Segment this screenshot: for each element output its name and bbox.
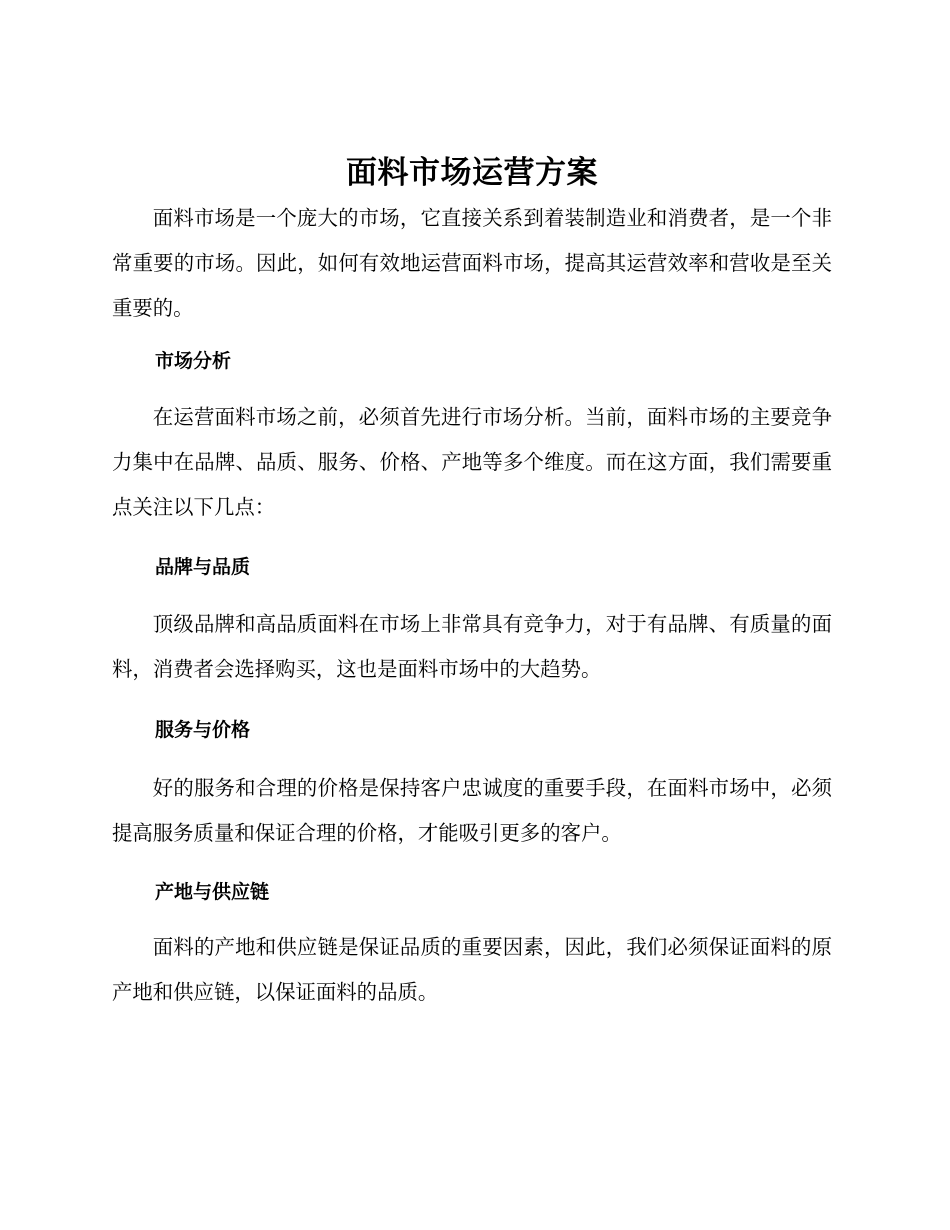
section-heading-market-analysis: 市场分析	[155, 350, 232, 372]
document-title: 面料市场运营方案	[346, 155, 598, 191]
intro-paragraph: 面料市场是一个庞大的市场，它直接关系到着装制造业和消费者，是一个非常重要的市场。因此，如何有效地运营面料市场，提高其运营效率和营收是至关重要的。	[112, 206, 832, 320]
section-heading-service-price: 服务与价格	[155, 719, 251, 741]
section-heading-origin-supply-chain: 产地与供应链	[155, 881, 270, 903]
section-body-brand-quality: 顶级品牌和高品质面料在市场上非常具有竞争力，对于有品牌、有质量的面料，消费者会选择购买，这也是面料市场中的大趋势。	[112, 612, 832, 681]
section-body-service-price: 好的服务和合理的价格是保持客户忠诚度的重要手段，在面料市场中，必须提高服务质量和保证合理的价格，才能吸引更多的客户。	[112, 776, 832, 845]
document-body	[112, 150, 832, 1015]
section-body-origin-supply-chain: 面料的产地和供应链是保证品质的重要因素，因此，我们必须保证面料的原产地和供应链，以保证面料的品质。	[112, 935, 832, 1004]
section-heading-brand-quality: 品牌与品质	[155, 556, 251, 578]
section-body-market-analysis: 在运营面料市场之前，必须首先进行市场分析。当前，面料市场的主要竞争力集中在品牌、品质、服务、价格、产地等多个维度。而在这方面，我们需要重点关注以下几点：	[112, 405, 832, 519]
